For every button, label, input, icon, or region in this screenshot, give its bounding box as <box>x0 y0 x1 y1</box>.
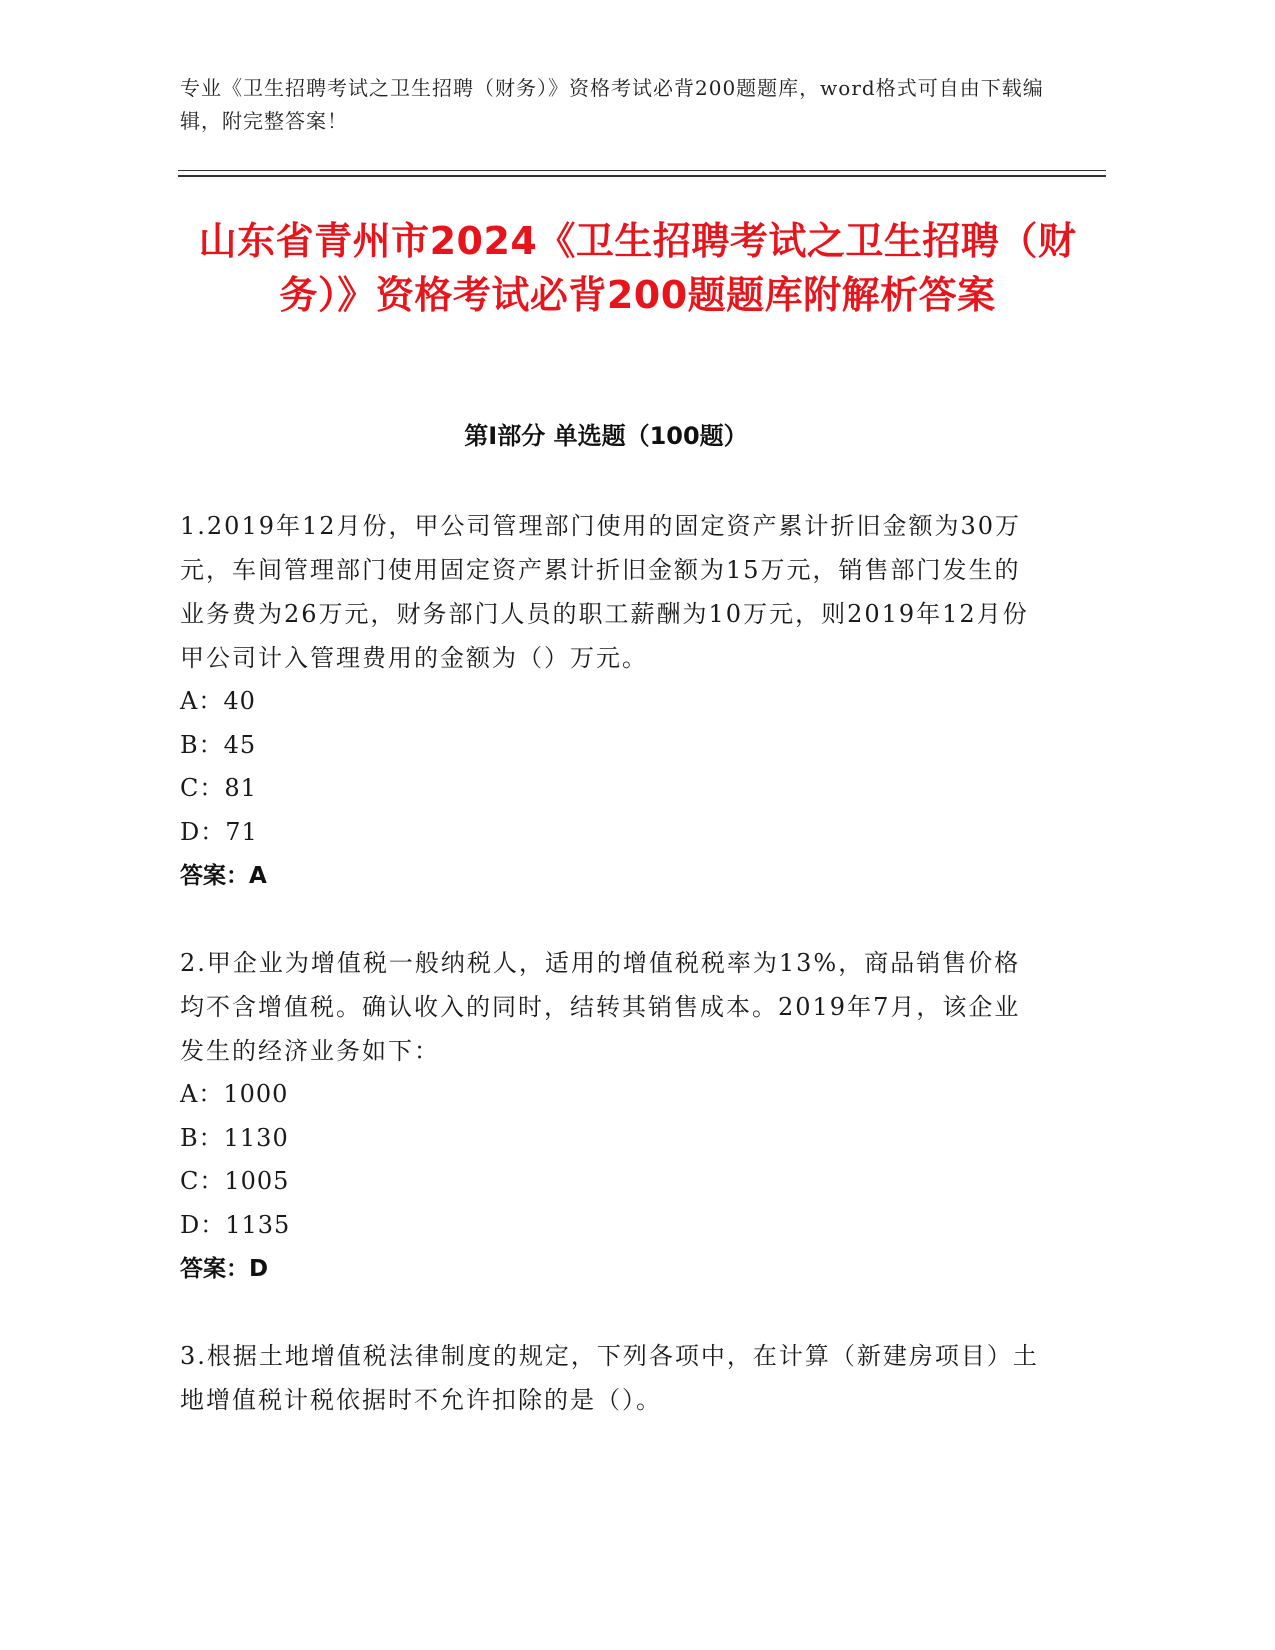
option-b: B：1130 <box>180 1123 289 1152</box>
option-b: B：45 <box>180 730 257 759</box>
question-2 <box>180 941 1040 1291</box>
question-3 <box>180 1334 1040 1422</box>
option-c: C：1005 <box>180 1167 290 1195</box>
question-stem: 3.根据土地增值税法律制度的规定，下列各项中，在计算（新建房项目）土地增值税计税依据时不允许扣除的是（）。 <box>180 1342 1039 1414</box>
answer: 答案：A <box>180 863 267 889</box>
header-note: 专业《卫生招聘考试之卫生招聘（财务）》资格考试必背200题题库，word格式可自由下载编辑，附完整答案！ <box>180 76 1044 133</box>
option-c: C：81 <box>180 774 257 802</box>
question-1 <box>180 504 1040 898</box>
option-d: D：1135 <box>180 1210 291 1239</box>
answer: 答案：D <box>180 1256 269 1282</box>
option-a: A：1000 <box>180 1080 289 1108</box>
question-list <box>180 504 1040 1465</box>
question-stem: 1.2019年12月份，甲公司管理部门使用的固定资产累计折旧金额为30万元，车间管理部门使用固定资产累计折旧金额为15万元，销售部门发生的业务费为26万元，财务部门人员的职工薪酬为10万元，则2019年12月份甲公司计入管理费用的金额为（）万元。 <box>180 512 1029 672</box>
section-title: 第Ⅰ部分 单选题（100题） <box>464 422 748 450</box>
header-divider-thick <box>178 175 1106 177</box>
option-d: D：71 <box>180 817 258 846</box>
document-title: 山东省青州市2024《卫生招聘考试之卫生招聘（财务）》资格考试必背200题题库附解析答案 <box>198 219 1077 317</box>
option-a: A：40 <box>180 687 256 715</box>
header-divider-thin <box>178 170 1106 171</box>
question-stem: 2.甲企业为增值税一般纳税人，适用的增值税税率为13%，商品销售价格均不含增值税。确认收入的同时，结转其销售成本。2019年7月，该企业发生的经济业务如下： <box>180 949 1021 1065</box>
